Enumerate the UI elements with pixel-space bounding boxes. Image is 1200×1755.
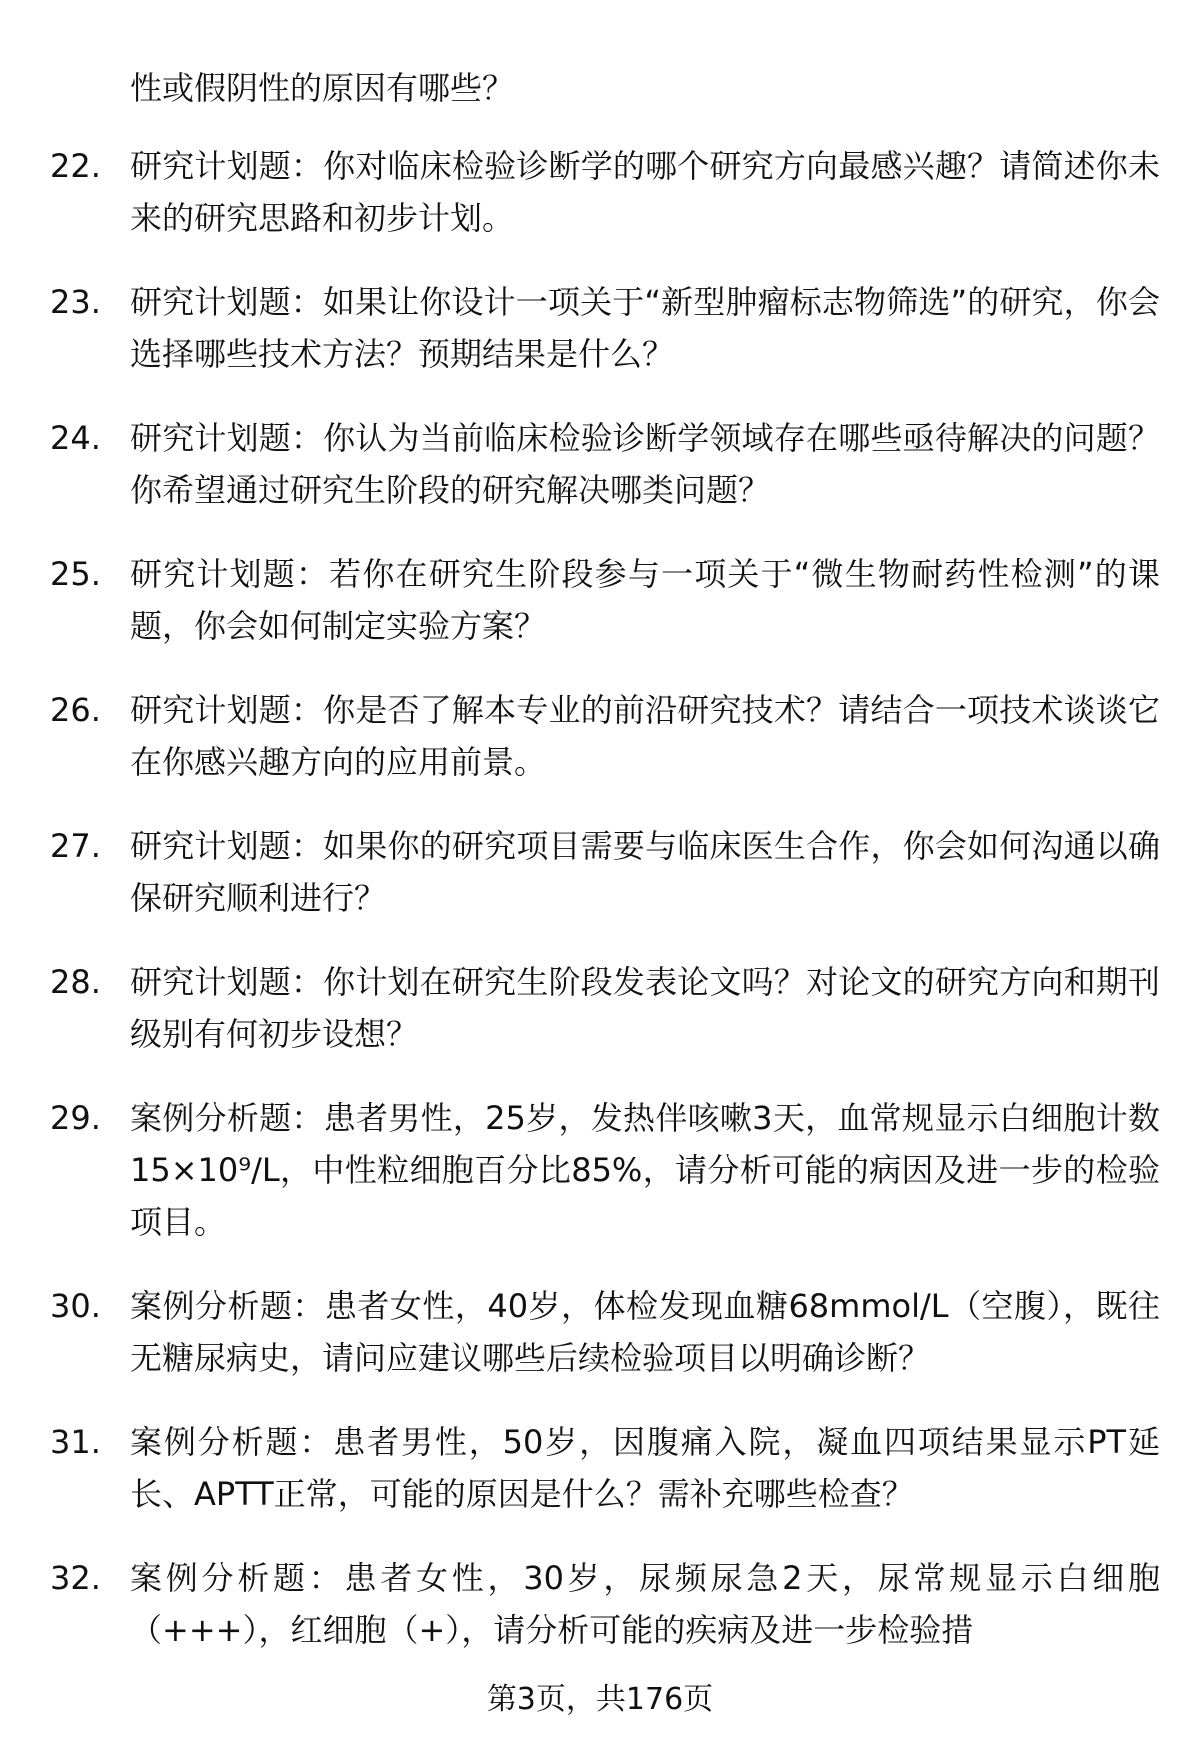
question-text: 案例分析题：患者女性，40岁，体检发现血糖68mmol/L（空腹），既往无糖尿病史，请问应建议哪些后续检验项目以明确诊断？	[130, 1287, 1160, 1377]
question-number: 27.	[50, 827, 101, 865]
question-number: 32.	[50, 1559, 101, 1597]
question-text: 研究计划题：你认为当前临床检验诊断学领域存在哪些亟待解决的问题？你希望通过研究生阶段的研究解决哪类问题？	[130, 419, 1160, 509]
question-text: 案例分析题：患者女性，30岁，尿频尿急2天，尿常规显示白细胞（+++），红细胞（+），请分析可能的疾病及进一步检验措	[130, 1559, 1160, 1649]
question-item	[50, 1552, 1160, 1656]
question-item	[50, 684, 1160, 788]
question-number: 29.	[50, 1099, 101, 1137]
question-item	[50, 1280, 1160, 1384]
question-number: 26.	[50, 691, 101, 729]
question-list	[50, 140, 1160, 1688]
page-footer: 第3页，共176页	[486, 1682, 714, 1717]
question-number: 24.	[50, 419, 101, 457]
question-continuation: 性或假阴性的原因有哪些？	[130, 69, 515, 107]
question-number: 30.	[50, 1287, 101, 1325]
question-item	[50, 1092, 1160, 1248]
question-item	[50, 276, 1160, 380]
question-item	[50, 412, 1160, 516]
question-text: 研究计划题：你对临床检验诊断学的哪个研究方向最感兴趣？请简述你未来的研究思路和初步计划。	[130, 147, 1160, 237]
question-text: 研究计划题：你计划在研究生阶段发表论文吗？对论文的研究方向和期刊级别有何初步设想？	[130, 963, 1160, 1053]
question-text: 研究计划题：你是否了解本专业的前沿研究技术？请结合一项技术谈谈它在你感兴趣方向的应用前景。	[130, 691, 1160, 781]
question-item	[50, 140, 1160, 244]
question-text: 案例分析题：患者男性，50岁，因腹痛入院，凝血四项结果显示PT延长、APTT正常，可能的原因是什么？需补充哪些检查？	[130, 1423, 1160, 1513]
question-number: 25.	[50, 555, 101, 593]
question-text: 研究计划题：若你在研究生阶段参与一项关于“微生物耐药性检测”的课题，你会如何制定实验方案？	[130, 555, 1160, 645]
question-number: 28.	[50, 963, 101, 1001]
question-number: 31.	[50, 1423, 101, 1461]
question-text: 研究计划题：如果你的研究项目需要与临床医生合作，你会如何沟通以确保研究顺利进行？	[130, 827, 1160, 917]
question-number: 23.	[50, 283, 101, 321]
question-text: 案例分析题：患者男性，25岁，发热伴咳嗽3天，血常规显示白细胞计数15×10⁹/L，中性粒细胞百分比85%，请分析可能的病因及进一步的检验项目。	[130, 1099, 1160, 1241]
question-item	[50, 956, 1160, 1060]
question-text: 研究计划题：如果让你设计一项关于“新型肿瘤标志物筛选”的研究，你会选择哪些技术方法？预期结果是什么？	[130, 283, 1160, 373]
question-item	[50, 820, 1160, 924]
question-item	[50, 548, 1160, 652]
question-number: 22.	[50, 147, 101, 185]
question-item	[50, 1416, 1160, 1520]
